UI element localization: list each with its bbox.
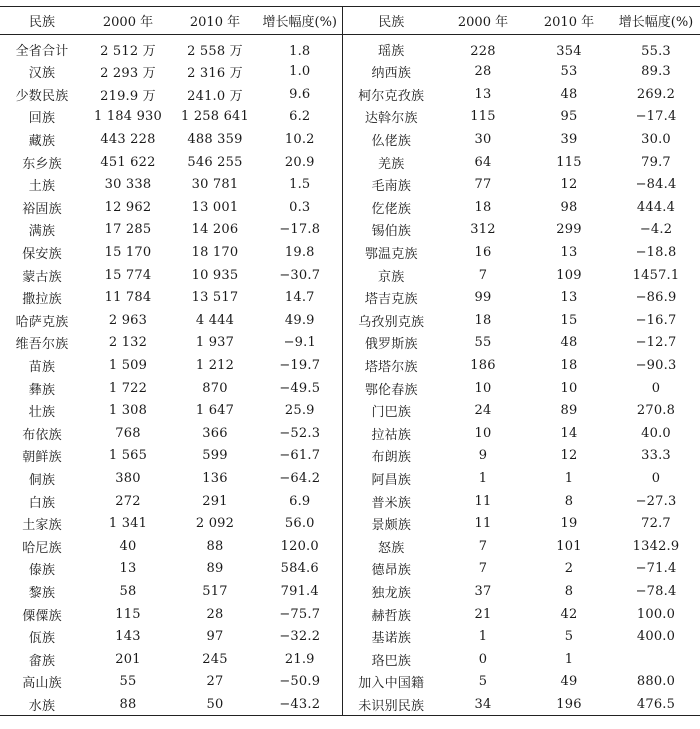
cell-pop-2000-right: 312 (470, 222, 496, 238)
cell-pop-2000-right: 10 (474, 425, 492, 441)
table-row (0, 128, 700, 151)
cell-pop-2000-right: 0 (478, 651, 488, 667)
cell-pop-2000: 219.9 万 (100, 88, 156, 104)
cell-pop-2000-right: 37 (474, 583, 492, 599)
cell-pop-2010-right: 19 (560, 516, 578, 532)
cell-ethnicity: 撒拉族 (22, 292, 62, 308)
cell-pop-2010-right: 39 (560, 132, 578, 148)
cell-pop-2010: 97 (206, 629, 224, 645)
cell-growth-right: 40.0 (641, 425, 671, 441)
cell-pop-2000: 443 228 (100, 132, 156, 148)
cell-growth: 1.5 (258, 173, 342, 196)
cell-ethnicity: 傈僳族 (22, 608, 62, 624)
cell-pop-2000-right: 18 (474, 312, 492, 328)
cell-pop-2010: 28 (206, 606, 224, 622)
table-row (0, 286, 700, 309)
cell-pop-2000: 272 (115, 493, 141, 509)
cell-ethnicity-right: 加入中国籍 (358, 676, 425, 692)
cell-growth: 14.7 (258, 286, 342, 309)
cell-ethnicity: 全省合计 (15, 43, 69, 59)
cell-growth: −75.7 (258, 603, 342, 626)
cell-ethnicity: 黎族 (28, 585, 56, 601)
cell-ethnicity-right: 怒族 (378, 540, 405, 556)
cell-pop-2000-right: 7 (478, 538, 488, 554)
table-body (0, 35, 700, 716)
table-row (0, 35, 700, 61)
cell-pop-2010: 488 359 (187, 132, 243, 148)
cell-pop-2000: 115 (115, 606, 141, 622)
cell-pop-2010-right: 98 (560, 199, 578, 215)
cell-pop-2000-right: 13 (474, 86, 492, 102)
cell-ethnicity-right: 赫哲族 (371, 608, 412, 624)
cell-pop-2010: 546 255 (187, 154, 243, 170)
cell-pop-2000: 58 (119, 583, 137, 599)
cell-growth-right: −4.2 (639, 222, 673, 238)
cell-ethnicity: 藏族 (28, 134, 56, 150)
cell-pop-2010: 50 (172, 693, 258, 716)
cell-growth: −64.2 (258, 467, 342, 490)
cell-pop-2000: 15 170 (104, 245, 152, 261)
cell-ethnicity-right: 羌族 (378, 156, 405, 172)
cell-pop-2000: 2 963 (108, 312, 148, 328)
cell-ethnicity: 维吾尔族 (15, 337, 69, 353)
cell-ethnicity: 保安族 (22, 247, 62, 263)
cell-pop-2010: 1 937 (195, 335, 235, 351)
table-row (0, 558, 700, 581)
cell-growth-right: 1457.1 (632, 267, 680, 283)
cell-pop-2010: 136 (202, 470, 228, 486)
table-header (0, 7, 700, 35)
cell-pop-2010-right: 13 (560, 290, 578, 306)
cell-pop-2000-right: 5 (478, 674, 488, 690)
cell-growth: 21.9 (258, 648, 342, 671)
cell-growth: −50.9 (258, 671, 342, 694)
cell-pop-2000-right: 28 (474, 64, 492, 80)
cell-ethnicity-right: 珞巴族 (371, 653, 412, 669)
table-row (0, 422, 700, 445)
cell-pop-2000: 768 (115, 425, 141, 441)
cell-ethnicity-right: 拉祜族 (371, 427, 412, 443)
cell-ethnicity: 水族 (0, 693, 84, 716)
cell-pop-2000: 143 (115, 629, 141, 645)
cell-pop-2010: 366 (202, 425, 228, 441)
cell-pop-2000: 17 285 (104, 222, 152, 238)
cell-pop-2010: 2 092 (195, 516, 235, 532)
table-row (0, 354, 700, 377)
cell-ethnicity-right: 阿昌族 (371, 472, 412, 488)
cell-pop-2010: 517 (202, 583, 228, 599)
cell-growth: 6.2 (258, 106, 342, 129)
cell-pop-2000: 2 132 (108, 335, 148, 351)
cell-growth: 20.9 (258, 151, 342, 174)
cell-pop-2010: 241.0 万 (187, 88, 243, 104)
cell-pop-2010-right: 8 (564, 493, 574, 509)
cell-pop-2010-right: 49 (560, 674, 578, 690)
cell-ethnicity-right: 鄂伦春族 (364, 382, 418, 398)
cell-growth-right: 880.0 (636, 674, 676, 690)
cell-ethnicity-right: 塔塔尔族 (364, 360, 418, 376)
cell-ethnicity-right: 俄罗斯族 (364, 337, 418, 353)
cell-growth: 1.0 (258, 61, 342, 84)
cell-pop-2010: 14 206 (191, 222, 239, 238)
cell-pop-2010: 13 001 (191, 199, 239, 215)
cell-ethnicity-right: 仡佬族 (371, 201, 412, 217)
cell-ethnicity: 彝族 (28, 382, 56, 398)
cell-ethnicity: 少数民族 (15, 88, 69, 104)
cell-pop-2010: 2 316 万 (187, 66, 243, 82)
cell-growth: 9.6 (258, 83, 342, 106)
cell-pop-2000-right: 228 (470, 43, 496, 59)
cell-growth-right: −16.7 (635, 312, 677, 328)
cell-pop-2010-right: 2 (564, 561, 574, 577)
cell-pop-2010: 291 (202, 493, 228, 509)
cell-ethnicity: 土族 (28, 179, 56, 195)
cell-pop-2000-right: 11 (474, 516, 492, 532)
cell-pop-2000: 1 509 (108, 358, 148, 374)
cell-pop-2000: 12 962 (104, 199, 152, 215)
cell-growth-right: −78.4 (635, 583, 677, 599)
ethnic-population-table (0, 6, 700, 716)
cell-ethnicity: 傣族 (28, 563, 56, 579)
cell-growth-right: 100.0 (636, 606, 676, 622)
cell-ethnicity-right: 景颇族 (371, 518, 412, 534)
cell-pop-2010: 1 258 641 (181, 109, 249, 125)
cell-pop-2010-right: 53 (560, 64, 578, 80)
table-row (0, 61, 700, 84)
cell-ethnicity: 畲族 (28, 653, 56, 669)
header-ethnicity: 民族 (0, 7, 84, 35)
cell-ethnicity-right: 布朗族 (371, 450, 412, 466)
cell-ethnicity-right: 仫佬族 (371, 134, 412, 150)
table-row (0, 445, 700, 468)
cell-growth: −32.2 (258, 625, 342, 648)
cell-ethnicity: 蒙古族 (22, 269, 62, 285)
cell-growth: 0.3 (258, 196, 342, 219)
cell-pop-2000-right: 99 (474, 290, 492, 306)
cell-pop-2000-right: 34 (440, 693, 526, 716)
table-row (0, 151, 700, 174)
cell-pop-2000-right: 1 (478, 629, 488, 645)
cell-pop-2000: 2 512 万 (100, 43, 156, 59)
cell-pop-2000: 1 308 (108, 403, 148, 419)
cell-pop-2010-right: 196 (526, 693, 612, 716)
cell-growth: −9.1 (258, 332, 342, 355)
cell-pop-2010-right: 8 (564, 583, 574, 599)
cell-growth: 1.8 (258, 35, 342, 61)
table-row (0, 83, 700, 106)
cell-ethnicity-right: 德昂族 (371, 563, 412, 579)
cell-pop-2010: 4 444 (195, 312, 235, 328)
cell-ethnicity: 苗族 (28, 360, 56, 376)
cell-pop-2010-right: 15 (560, 312, 578, 328)
cell-growth: 584.6 (258, 558, 342, 581)
cell-ethnicity-right: 毛南族 (371, 179, 412, 195)
cell-ethnicity: 哈尼族 (22, 540, 62, 556)
cell-pop-2000-right: 10 (474, 380, 492, 396)
cell-pop-2000-right: 7 (478, 267, 488, 283)
cell-ethnicity: 侗族 (28, 472, 56, 488)
cell-ethnicity: 高山族 (22, 676, 62, 692)
cell-pop-2000: 88 (84, 693, 172, 716)
cell-ethnicity-right: 基诺族 (371, 631, 412, 647)
cell-pop-2010-right: 1 (564, 651, 574, 667)
cell-pop-2000-right: 7 (478, 561, 488, 577)
cell-growth-right: 72.7 (641, 516, 671, 532)
cell-growth: −30.7 (258, 264, 342, 287)
cell-ethnicity: 布依族 (22, 427, 62, 443)
cell-pop-2010-right: 48 (560, 86, 578, 102)
cell-pop-2000-right: 186 (470, 358, 496, 374)
cell-pop-2000: 1 341 (108, 516, 148, 532)
cell-growth: −49.5 (258, 377, 342, 400)
cell-pop-2010-right: 5 (564, 629, 574, 645)
cell-growth-right: −71.4 (635, 561, 677, 577)
cell-pop-2000-right: 18 (474, 199, 492, 215)
cell-growth-right: −86.9 (635, 290, 677, 306)
cell-growth-right: −12.7 (635, 335, 677, 351)
cell-growth-right: 89.3 (641, 64, 671, 80)
cell-pop-2010: 1 212 (195, 358, 235, 374)
cell-ethnicity-right: 柯尔克孜族 (358, 88, 425, 104)
cell-pop-2000-right: 115 (470, 109, 496, 125)
cell-ethnicity: 汉族 (28, 66, 56, 82)
cell-pop-2010: 1 647 (195, 403, 235, 419)
cell-growth-right: 0 (651, 470, 661, 486)
header-year-2010-right: 2010 年 (526, 7, 612, 35)
cell-growth-right: 400.0 (636, 629, 676, 645)
cell-pop-2000: 1 184 930 (94, 109, 162, 125)
cell-pop-2000-right: 64 (474, 154, 492, 170)
cell-pop-2000-right: 24 (474, 403, 492, 419)
cell-growth-right: 55.3 (641, 43, 671, 59)
cell-pop-2010-right: 12 (560, 177, 578, 193)
cell-growth: −17.8 (258, 219, 342, 242)
table-row (0, 399, 700, 422)
cell-growth-right (612, 648, 700, 671)
cell-growth-right: −27.3 (635, 493, 677, 509)
cell-pop-2000: 1 722 (108, 380, 148, 396)
header-year-2010: 2010 年 (172, 7, 258, 35)
table-row (0, 512, 700, 535)
cell-ethnicity-right: 瑶族 (378, 43, 405, 59)
table-row (0, 603, 700, 626)
header-year-2000-right: 2000 年 (440, 7, 526, 35)
cell-ethnicity: 满族 (28, 224, 56, 240)
cell-growth-right: 30.0 (641, 132, 671, 148)
cell-pop-2010: 27 (206, 674, 224, 690)
cell-growth-right: 269.2 (636, 86, 676, 102)
cell-pop-2010-right: 13 (560, 245, 578, 261)
cell-pop-2000-right: 21 (474, 606, 492, 622)
cell-growth-right: 1342.9 (632, 538, 680, 554)
cell-ethnicity: 土家族 (22, 518, 62, 534)
cell-growth: −52.3 (258, 422, 342, 445)
cell-pop-2000-right: 16 (474, 245, 492, 261)
cell-pop-2010-right: 14 (560, 425, 578, 441)
cell-growth-right: 0 (651, 380, 661, 396)
cell-pop-2000-right: 1 (478, 470, 488, 486)
cell-growth: 19.8 (258, 241, 342, 264)
cell-pop-2010-right: 18 (560, 358, 578, 374)
table-row (0, 580, 700, 603)
table-row (0, 648, 700, 671)
header-year-2000: 2000 年 (84, 7, 172, 35)
table-row (0, 196, 700, 219)
header-row (0, 7, 700, 35)
cell-growth: 120.0 (258, 535, 342, 558)
cell-pop-2010: 10 935 (191, 267, 239, 283)
cell-ethnicity-right: 乌孜别克族 (358, 314, 425, 330)
cell-pop-2000: 2 293 万 (100, 66, 156, 82)
header-growth-right: 增长幅度(%) (612, 7, 700, 35)
cell-ethnicity-right: 纳西族 (371, 66, 412, 82)
cell-ethnicity: 朝鲜族 (22, 450, 62, 466)
cell-ethnicity-right: 普米族 (371, 495, 412, 511)
cell-pop-2010: 870 (202, 380, 228, 396)
cell-pop-2010-right: 89 (560, 403, 578, 419)
cell-pop-2000: 201 (115, 651, 141, 667)
table-row (0, 264, 700, 287)
cell-pop-2000: 40 (119, 538, 137, 554)
table-row (0, 377, 700, 400)
cell-pop-2000: 1 565 (108, 448, 148, 464)
table-row (0, 219, 700, 242)
cell-pop-2010-right: 95 (560, 109, 578, 125)
cell-pop-2010: 599 (202, 448, 228, 464)
cell-growth: 56.0 (258, 512, 342, 535)
cell-ethnicity-right: 塔吉克族 (364, 292, 418, 308)
cell-pop-2000-right: 77 (474, 177, 492, 193)
cell-pop-2000: 13 (119, 561, 137, 577)
table-row (0, 625, 700, 648)
cell-growth-right: 476.5 (612, 693, 700, 716)
cell-ethnicity: 壮族 (28, 405, 56, 421)
cell-ethnicity-right: 门巴族 (371, 405, 412, 421)
table-row (0, 490, 700, 513)
cell-ethnicity: 回族 (28, 111, 56, 127)
cell-pop-2010-right: 101 (556, 538, 582, 554)
cell-pop-2000: 451 622 (100, 154, 156, 170)
cell-growth-right: 270.8 (636, 403, 676, 419)
cell-ethnicity-right: 锡伯族 (371, 224, 412, 240)
cell-growth: 791.4 (258, 580, 342, 603)
table-row (0, 671, 700, 694)
cell-growth: −19.7 (258, 354, 342, 377)
cell-pop-2010-right: 299 (556, 222, 582, 238)
cell-pop-2000: 15 774 (104, 267, 152, 283)
cell-pop-2010: 88 (206, 538, 224, 554)
header-ethnicity-right: 民族 (342, 7, 440, 35)
cell-pop-2010-right: 109 (556, 267, 582, 283)
cell-ethnicity-right: 独龙族 (371, 585, 412, 601)
table-row (0, 173, 700, 196)
cell-ethnicity: 裕固族 (22, 201, 62, 217)
cell-growth-right: 444.4 (636, 199, 676, 215)
cell-growth-right: 79.7 (641, 154, 671, 170)
cell-ethnicity-right: 鄂温克族 (364, 247, 418, 263)
table-row (0, 106, 700, 129)
cell-pop-2010: 89 (206, 561, 224, 577)
cell-ethnicity-right: 达斡尔族 (364, 111, 418, 127)
cell-pop-2010-right: 10 (560, 380, 578, 396)
cell-ethnicity: 东乡族 (22, 156, 62, 172)
cell-pop-2000-right: 30 (474, 132, 492, 148)
table-row (0, 332, 700, 355)
cell-growth-right: −90.3 (635, 358, 677, 374)
cell-growth-right: −18.8 (635, 245, 677, 261)
cell-pop-2010: 2 558 万 (187, 43, 243, 59)
cell-pop-2010-right: 42 (560, 606, 578, 622)
cell-ethnicity-right: 京族 (378, 269, 405, 285)
cell-ethnicity: 白族 (28, 495, 56, 511)
cell-growth-right: −17.4 (635, 109, 677, 125)
cell-pop-2000-right: 55 (474, 335, 492, 351)
cell-growth: 25.9 (258, 399, 342, 422)
header-growth: 增长幅度(%) (258, 7, 342, 35)
cell-pop-2010-right: 115 (556, 154, 582, 170)
cell-ethnicity: 佤族 (28, 631, 56, 647)
cell-ethnicity-right: 未识别民族 (342, 693, 440, 716)
cell-pop-2010-right: 48 (560, 335, 578, 351)
table-row (0, 241, 700, 264)
cell-pop-2010-right: 12 (560, 448, 578, 464)
table-row (0, 467, 700, 490)
table-row (0, 535, 700, 558)
cell-pop-2010: 30 781 (191, 177, 239, 193)
cell-growth-right: −84.4 (635, 177, 677, 193)
cell-growth: −43.2 (258, 693, 342, 716)
table-row (0, 693, 700, 716)
cell-growth: 49.9 (258, 309, 342, 332)
cell-pop-2000: 380 (115, 470, 141, 486)
cell-growth: 6.9 (258, 490, 342, 513)
cell-pop-2000-right: 9 (478, 448, 488, 464)
table-row (0, 309, 700, 332)
cell-pop-2010: 13 517 (191, 290, 239, 306)
cell-pop-2000-right: 11 (474, 493, 492, 509)
cell-pop-2010-right: 354 (556, 43, 582, 59)
cell-growth-right: 33.3 (641, 448, 671, 464)
cell-pop-2000: 55 (119, 674, 137, 690)
cell-ethnicity: 哈萨克族 (15, 314, 69, 330)
cell-pop-2000: 11 784 (104, 290, 152, 306)
cell-pop-2010-right: 1 (564, 470, 574, 486)
cell-pop-2010: 245 (202, 651, 228, 667)
cell-growth: −61.7 (258, 445, 342, 468)
cell-growth: 10.2 (258, 128, 342, 151)
cell-pop-2010: 18 170 (191, 245, 239, 261)
cell-pop-2000: 30 338 (104, 177, 152, 193)
